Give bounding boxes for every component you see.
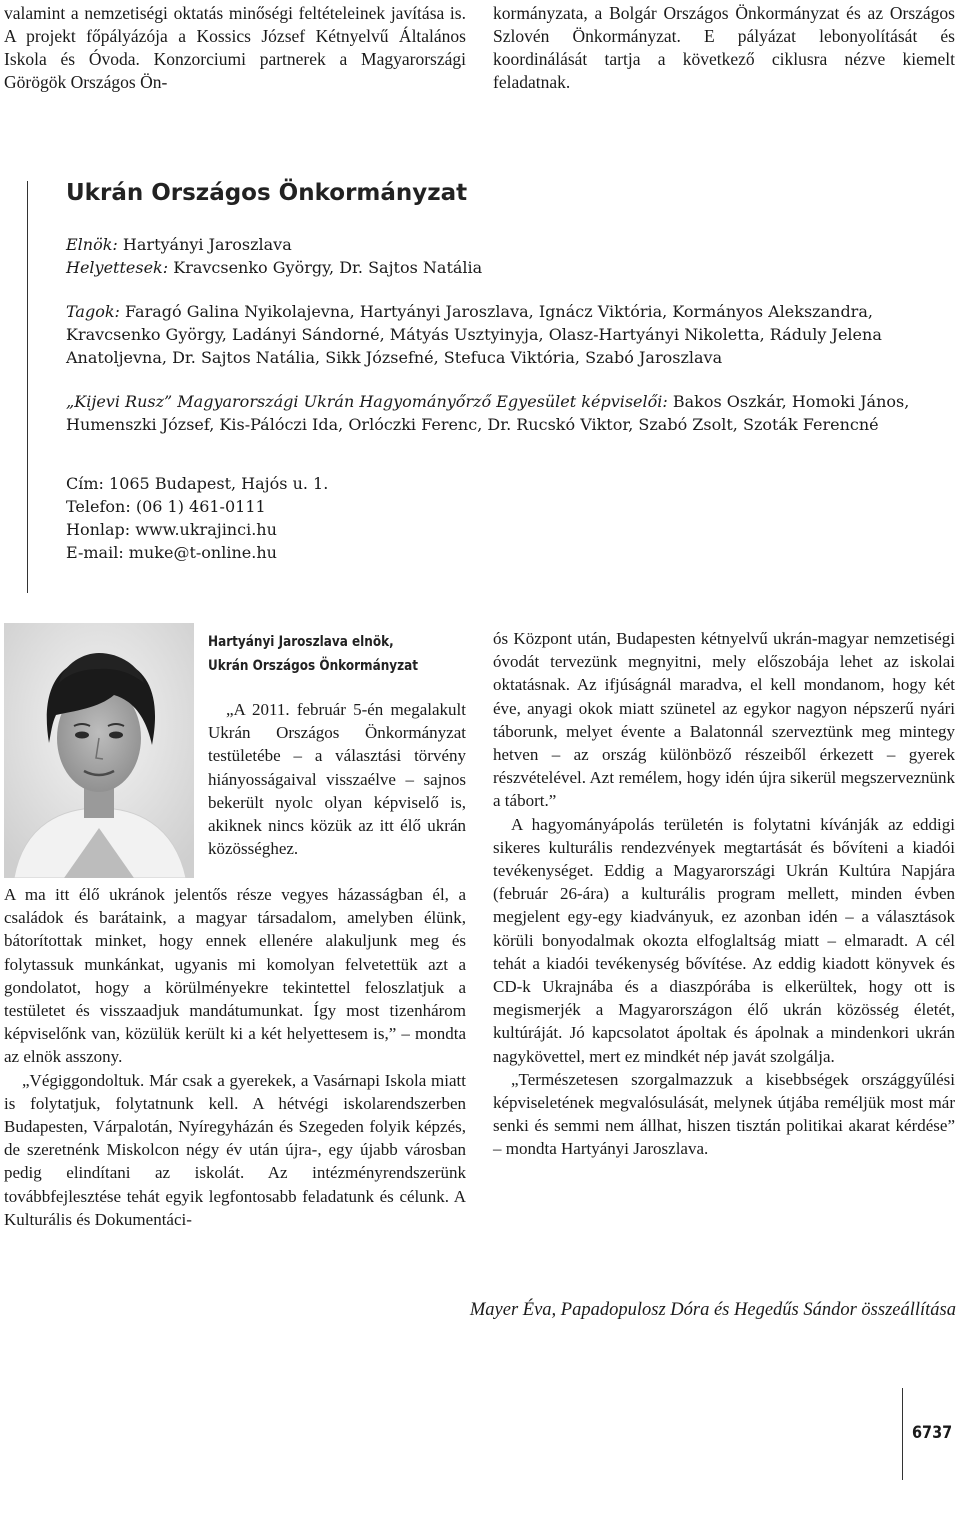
author-credit: Mayer Éva, Papadopulosz Dóra és Hegedűs Sándor összeállítása xyxy=(469,1300,956,1320)
article-left-column xyxy=(4,883,466,1231)
helyettesek-label: Helyettesek: xyxy=(66,258,169,277)
article-p3: ós Központ után, Budapesten kétnyelvű ukrán-magyar nemzetiségi óvodát tervezünk megnyitni, mely előszobája lehet az iskolai oktatásnak. Az ifjúságnál maradva, el kell mondanom, hogy két éve, anyagi okok miatt szünetel az egykor nagyon népszerű nyári táborunk, melyet évente a Balatonnál szerveztünk meg mintegy hetven – az ország különböző részeiből érkezett – gyerek részvételével. Azt remélem, hogy idén újra sikerül megszerveznünk a tábort.” xyxy=(493,629,955,811)
kijevi-label: „Kijevi Rusz” Magyarországi Ukrán Hagyományőrző Egyesület képviselői: xyxy=(66,392,668,411)
section-info xyxy=(66,233,936,564)
portrait-photo xyxy=(4,623,194,878)
telefon-line: Telefon: (06 1) 461-0111 xyxy=(66,497,266,516)
portrait-illustration xyxy=(4,623,194,878)
helyettesek-line xyxy=(66,256,936,279)
top-left-paragraph: valamint a nemzetiségi oktatás minőségi feltételeinek javítása is. A projekt főpályázója a Kossics József Kétnyelvű Általános Iskola és Óvoda. Konzorciumi partnerek a Magyarországi Görögök Országos Ön- xyxy=(4,3,466,92)
caption-line-1: Hartyányi Jaroszlava elnök, xyxy=(208,634,394,650)
page-number: 6737 xyxy=(912,1423,953,1443)
honlap-line: Honlap: www.ukrajinci.hu xyxy=(66,520,277,539)
article-p2: „Végiggondoltuk. Már csak a gyerekek, a Vasárnapi Iskola miatt is folytatjuk, folytatnunk kell. A hétvégi iskolarendszerben Budapesten, Várpalotán, Nyíregyházán és Szegeden folyik képzés, de szeretnénk Miskolcon négy év után újra-, egy újabb városban pedig elindítani az iskolát. Az intézményrendszerünk továbbfejlesztése tehát egyik legfontosabb feladatunk és célunk. A Kulturális és Dokumentáci- xyxy=(4,1070,466,1229)
cim-line: Cím: 1065 Budapest, Hajós u. 1. xyxy=(66,474,329,493)
kijevi-value: Bakos Oszkár, Homoki János, Humenszki József, Kis-Pálóczi Ida, Orlóczki Ferenc, Dr. Rucskó Viktor, Szabó Zsolt, Szoták Ferencné xyxy=(66,392,910,434)
article-p1-rest: A ma itt élő ukránok jelentős része vegyes házasságban él, a családok és barátaink, a magyar társadalom, amelyben élünk, bátorítottak minket, hogy ennek ellenére alakuljunk meg és folytassuk munkánkat, ugyanis mi komolyan felvetettük azt a gondolatot, hogy a körülményekre tekintettel feloszlatjuk a testületet és visszaadjuk mandátumunkat. Így most tizenhárom képviselőnk van, közülük került ki a két helyettesem is,” – mondta az elnök asszony. xyxy=(4,885,466,1067)
elnok-line xyxy=(66,233,936,256)
photo-caption xyxy=(208,630,418,678)
tagok-line xyxy=(66,300,936,369)
helyettesek-value: Kravcsenko György, Dr. Sajtos Natália xyxy=(173,258,483,277)
kijevi-line xyxy=(66,390,936,436)
article-p1-beside-photo xyxy=(208,698,466,860)
tagok-value: Faragó Galina Nyikolajevna, Hartyányi Jaroszlava, Ignácz Viktória, Kormányos Alekszandra, Kravcsenko György, Ladányi Sándorné, Mátyás Usztyinyja, Olasz-Hartyányi Nikoletta, Ráduly Jelena Anatoljevna, Dr. Sajtos Natália, Sikk Józsefné, Stefuca Viktória, Szabó Jaroszlava xyxy=(66,302,882,367)
page-number-rule xyxy=(902,1388,903,1480)
elnok-value: Hartyányi Jaroszlava xyxy=(122,235,292,254)
elnok-label: Elnök: xyxy=(66,235,118,254)
email-line: E-mail: muke@t-online.hu xyxy=(66,543,277,562)
top-right-paragraph: kormányzata, a Bolgár Országos Önkormányzat és az Országos Szlovén Önkormányzat. E pályázat lebonyolítását és koordinálását tartja a következő ciklusra nézve kiemelt feladatnak. xyxy=(493,3,955,92)
article-right-column xyxy=(493,627,955,1161)
section-left-rule xyxy=(27,181,28,593)
article-p5: „Természetesen szorgalmazzuk a kisebbségek országgyűlési képviseletének megvalósulását, melynek útjába reméljük most már senki és semmi nem állhat, hiszen tisztán politikai akarat kérdése” – mondta Hartyányi Jaroszlava. xyxy=(493,1069,955,1159)
section-title: Ukrán Országos Önkormányzat xyxy=(66,180,468,206)
tagok-label: Tagok: xyxy=(66,302,120,321)
caption-line-2: Ukrán Országos Önkormányzat xyxy=(208,658,419,674)
article-p1-start: „A 2011. február 5-én megalakult Ukrán Országos Önkormányzat testületébe – a választási törvény hiányosságaival visszaélve – sajnos bekerült nyolc olyan képviselő is, akiknek nincs közük az itt élő ukrán közösséghez. xyxy=(208,700,466,859)
article-p4: A hagyományápolás területén is folytatni kívánják az eddigi sikeres kulturális rendezvények megtartását és bővíteni a kiadói tevékenységet. Eddig a Magyarországi Ukrán Kultúra Napjára (február 26-ára) a kulturális program mellett, minden évben megjelent egy-egy kiadványuk, ez azonban idén – a választások körüli bonyodalmak okozta elfoglaltság miatt – elmaradt. A cél tehát a kiadói tevékenység bővítése. Az eddig kiadott könyvek és CD-k Ukrajnába és a diaszpórába is elkerültek, hogy ott is megismerjék a Magyarországon élő ukrán közösség életét, kultúráját. Jó kapcsolatot ápoltak és ápolnak a mindenkori ukrán nagykövettel, mert ez mindkét nép javát szolgálja. xyxy=(493,814,955,1066)
